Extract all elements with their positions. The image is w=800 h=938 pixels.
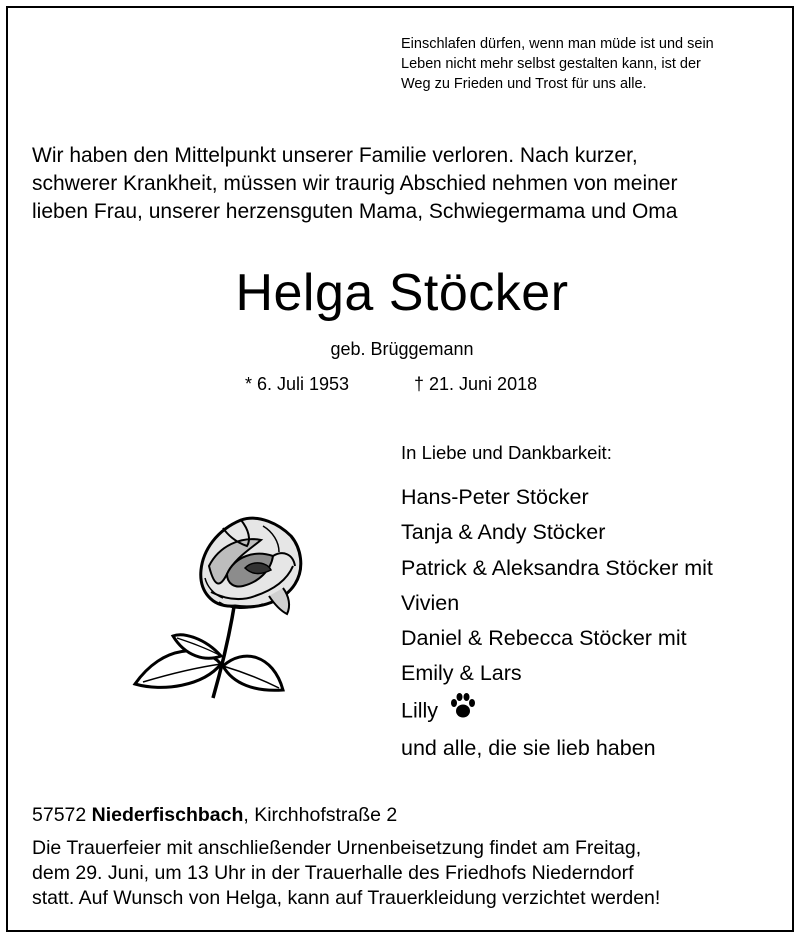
intro-line: schwerer Krankheit, müssen wir traurig Abschied nehmen von meiner xyxy=(32,172,678,195)
rose-icon xyxy=(123,506,323,711)
paw-print-icon xyxy=(450,692,476,731)
motto-line: Einschlafen dürfen, wenn man müde ist und sein xyxy=(401,36,714,52)
mourner-item-pet xyxy=(401,692,713,731)
death-date: † 21. Juni 2018 xyxy=(414,374,538,394)
funeral-notice xyxy=(32,836,782,911)
mourner-item: und alle, die sie lieb haben xyxy=(401,736,656,761)
address-line xyxy=(32,802,397,828)
street-address: , Kirchhofstraße 2 xyxy=(243,804,398,826)
birth-date: * 6. Juli 1953 xyxy=(245,374,350,394)
mourners-heading: In Liebe und Dankbarkeit: xyxy=(401,442,612,463)
mourner-item: Tanja & Andy Stöcker xyxy=(401,520,606,545)
mourner-item: Emily & Lars xyxy=(401,661,522,686)
mourner-item: Hans-Peter Stöcker xyxy=(401,485,589,509)
intro-line: Wir haben den Mittelpunkt unserer Familie verloren. Nach kurzer, xyxy=(32,144,638,167)
notice-line: Die Trauerfeier mit anschließender Urnenbeisetzung findet am Freitag, xyxy=(32,837,642,859)
motto-line: Weg zu Frieden und Trost für uns alle. xyxy=(401,76,647,92)
mourners-list xyxy=(401,480,713,766)
notice-line: statt. Auf Wunsch von Helga, kann auf Trauerkleidung verzichtet werden! xyxy=(32,887,661,909)
mourner-item: Patrick & Aleksandra Stöcker mit xyxy=(401,555,713,580)
mourner-item: Vivien xyxy=(401,590,460,615)
notice-line: dem 29. Juni, um 13 Uhr in der Trauerhalle des Friedhofs Niederndorf xyxy=(32,862,634,884)
maiden-name: geb. Brüggemann xyxy=(330,339,474,359)
deceased-name: Helga Stöcker xyxy=(235,264,569,322)
intro-text xyxy=(32,142,772,226)
mourner-pet-name: Lilly xyxy=(401,698,439,723)
motto-line: Leben nicht mehr selbst gestalten kann, ist der xyxy=(401,56,701,72)
motto-quote xyxy=(401,34,781,94)
mourner-item: Daniel & Rebecca Stöcker mit xyxy=(401,626,687,651)
obituary-notice xyxy=(6,6,794,932)
town-name: Niederfischbach xyxy=(91,804,244,826)
intro-line: lieben Frau, unserer herzensguten Mama, Schwiegermama und Oma xyxy=(32,200,678,223)
postal-code: 57572 xyxy=(32,804,87,826)
